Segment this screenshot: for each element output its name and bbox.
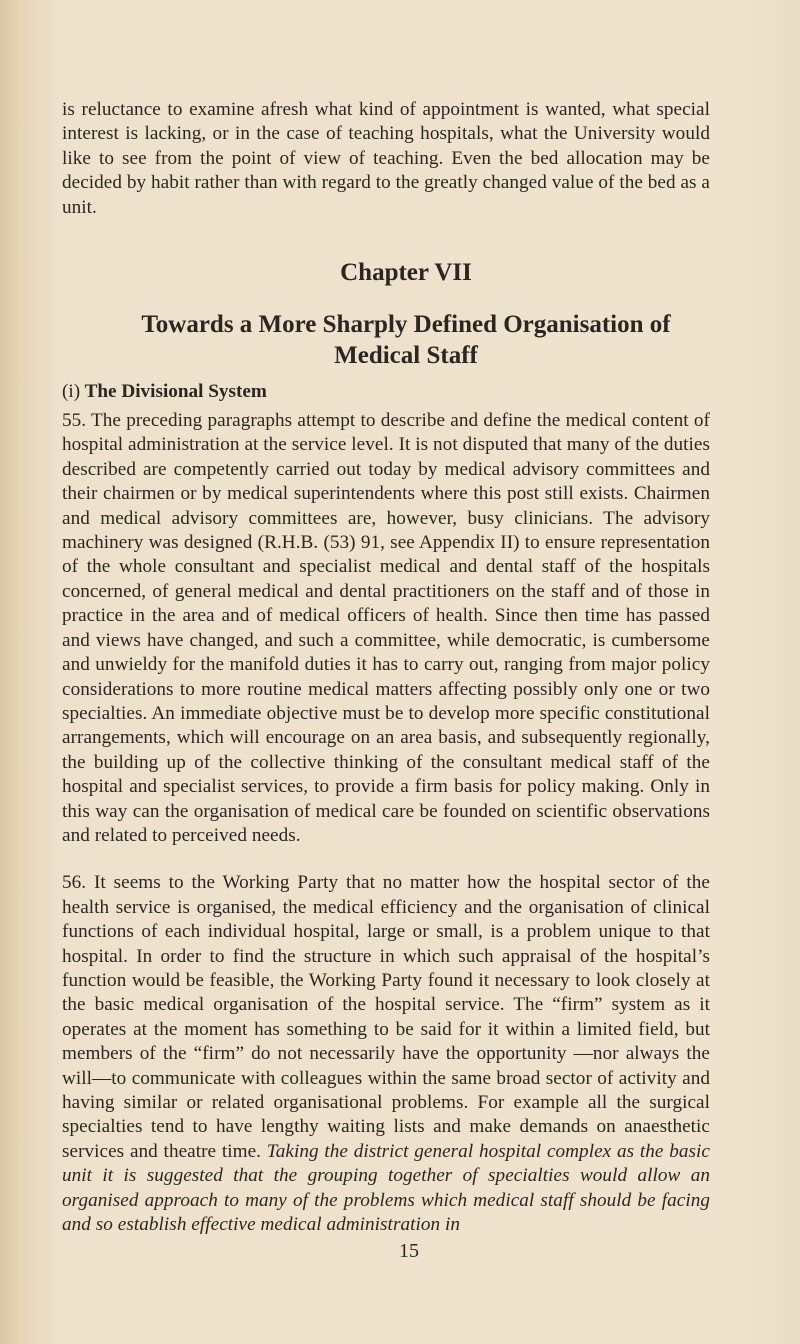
paragraph-56-italic-text: Taking the district general hospital complex as the basic unit it is suggested that the grouping together of specialties would allow an organised approach to many of the problems which medical staff should be facing and so establish effective medical administration in xyxy=(62,1140,710,1236)
section-heading xyxy=(62,381,710,403)
document-body xyxy=(62,98,710,1237)
section-title: The Divisional System xyxy=(84,381,267,403)
opening-paragraph: is reluctance to examine afresh what kind of appointment is wanted, what special interest is lacking, or in the case of teaching hospitals, what the University would like to see from the point of view of teaching. Even the bed allocation may be decided by habit rather than with regard to the greatly changed value of the bed as a unit. xyxy=(62,99,710,218)
page-number: 15 xyxy=(399,1240,419,1262)
section-number: (i) xyxy=(62,381,81,403)
paragraph-55: 55. The preceding paragraphs attempt to describe and define the medical content of hospital administration at the service level. It is not disputed that many of the duties described are competently carried out today by medical advisory committees and their chairmen or by medical superintendents where this post still exists. Chairmen and medical advisory committees are, however, busy clinicians. The advisory machinery was designed (R.H.B. (53) 91, see Appendix II) to ensure representation of the whole consultant and specialist medical and dental staff of the hospitals concerned, of general medical and dental practitioners on the staff and of those in practice in the area and of medical officers of health. Since then time has passed and views have changed, and such a committee, while democratic, is cumbersome and unwieldy for the manifold duties it has to carry out, ranging from major policy considerations to more routine medical matters affecting possibly only one or two specialties. An immediate objective must be to develop more specific constitutional arrangements, which will encourage on an area basis, and subsequently regionally, the building up of the collective thinking of the consultant medical staff of the hospital and specialist services, to provide a firm basis for policy making. Only in this way can the organisation of medical care be founded on scientific observations and related to perceived needs. xyxy=(62,410,710,846)
chapter-title: Chapter VII xyxy=(340,259,472,287)
paragraph-56-text: 56. It seems to the Working Party that no matter how the hospital sector of the health service is organised, the medical efficiency and the organisation of clinical functions of each individual hospital, large or small, is a problem unique to that hospital. In order to find the structure in which such appraisal of the hospital’s function would be feasible, the Working Party found it necessary to look closely at the basic medical organisation of the hospital service. The “firm” system as it operates at the moment has something to be said for it within a limited field, but members of the “firm” do not necessarily have the opportunity —nor always the will—to communicate with colleagues within the same broad sector of activity and having similar or related organisational problems. For example all the surgical specialties tend to have lengthy waiting lists and make demands on anaesthetic services and theatre time. xyxy=(62,872,710,1162)
chapter-heading: Towards a More Sharply Defined Organisation of Medical Staff xyxy=(141,311,671,370)
paragraph-56 xyxy=(62,871,710,1237)
